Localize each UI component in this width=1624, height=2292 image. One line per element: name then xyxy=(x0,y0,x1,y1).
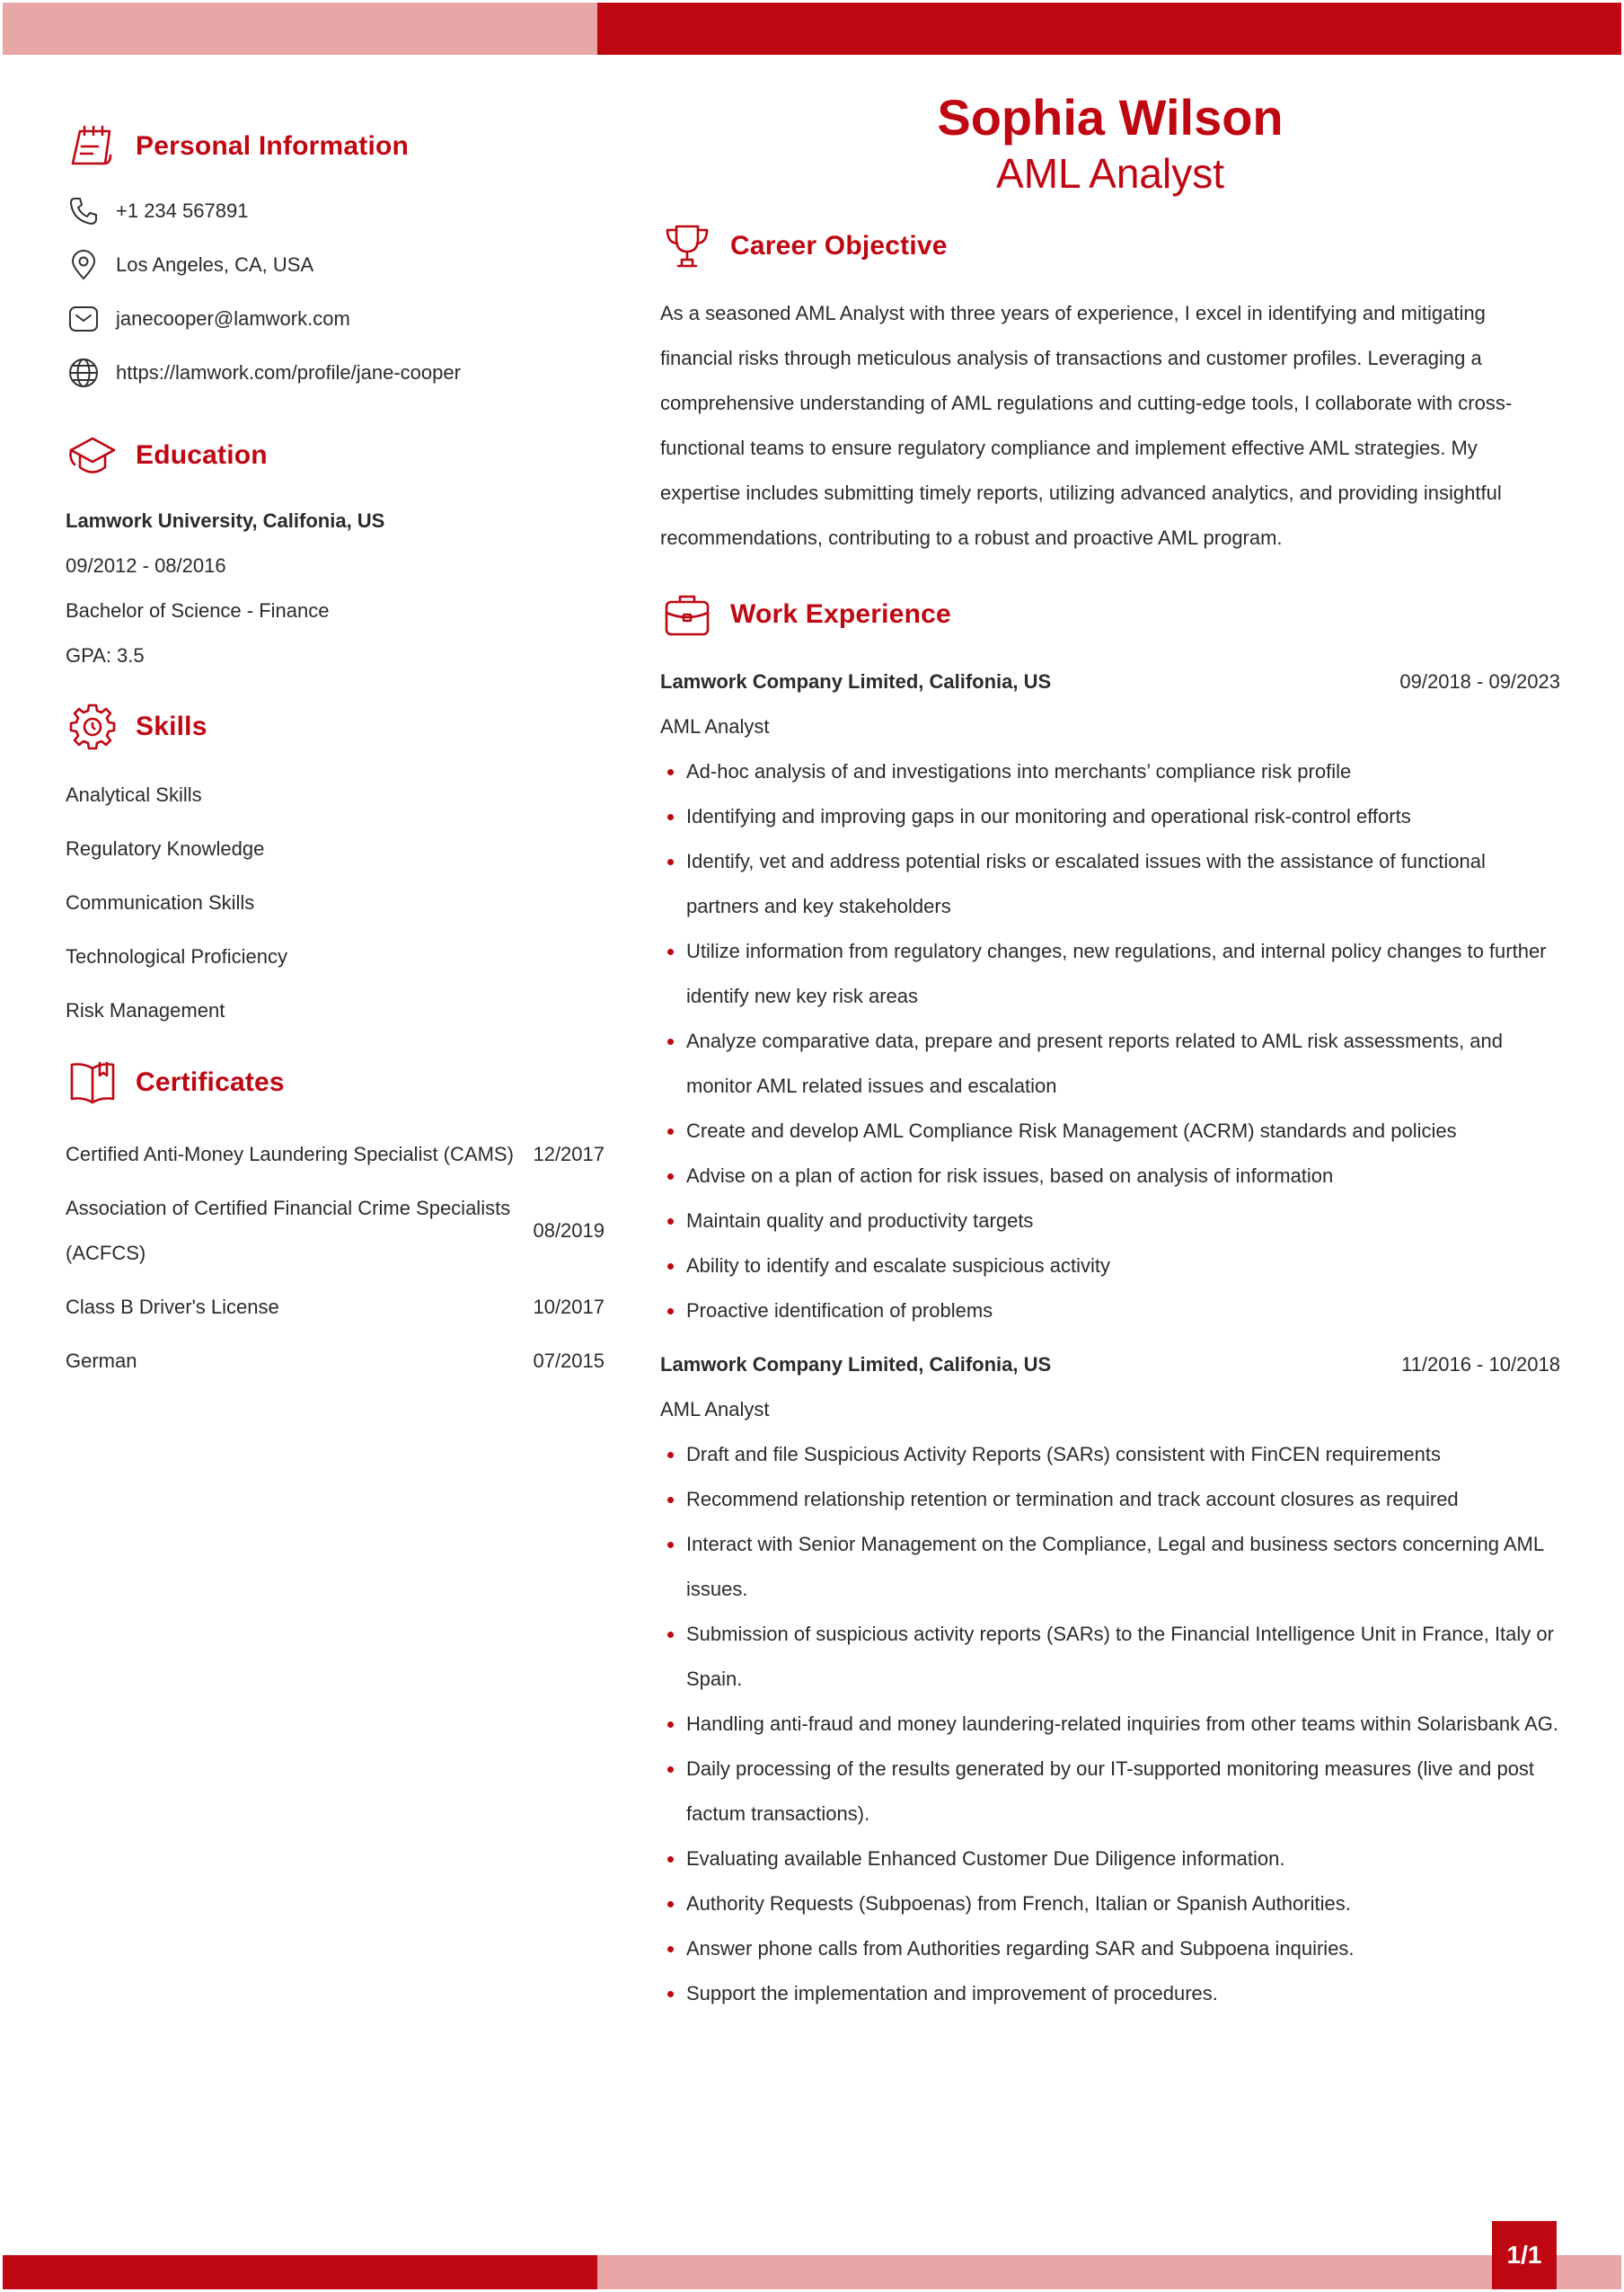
job-bullets xyxy=(660,749,1560,1333)
job-bullet: Analyze comparative data, prepare and present reports related to AML risk assessments, and monitor AML related issues and escalation xyxy=(660,1019,1560,1109)
location-text: Los Angeles, CA, USA xyxy=(116,253,314,276)
job-company: Lamwork Company Limited, Califonia, US xyxy=(660,1353,1052,1376)
personal-info-heading: Personal Information xyxy=(136,131,410,161)
certificates-header xyxy=(66,1056,605,1110)
job-bullet: Submission of suspicious activity reports (SARs) to the Financial Intelligence Unit in France, Italy or Spain. xyxy=(660,1612,1560,1702)
education-gpa: GPA: 3.5 xyxy=(66,644,145,667)
certificates-heading: Certificates xyxy=(136,1067,285,1097)
skill-item: Technological Proficiency xyxy=(66,945,288,968)
skill-item: Risk Management xyxy=(66,999,225,1022)
job-bullet: Support the implementation and improvement of procedures. xyxy=(660,1971,1560,2016)
job-title: AML Analyst xyxy=(660,1398,770,1420)
location-pin-icon xyxy=(66,247,102,283)
job-bullet: Answer phone calls from Authorities regarding SAR and Subpoena inquiries. xyxy=(660,1926,1560,1971)
certificate-row xyxy=(66,1128,605,1181)
email-link[interactable]: janecooper@lamwork.com xyxy=(116,307,350,330)
certificate-row xyxy=(66,1280,605,1334)
certificate-row xyxy=(66,1181,605,1280)
job-title: AML Analyst xyxy=(660,715,770,738)
bottom-bar-light xyxy=(597,2255,1621,2289)
job-bullet: Utilize information from regulatory changes, new regulations, and internal policy changes to further identify new key risk areas xyxy=(660,929,1560,1019)
education-header xyxy=(66,429,605,482)
certificate-date: 08/2019 xyxy=(533,1219,605,1242)
job-bullet: Evaluating available Enhanced Customer Due Diligence information. xyxy=(660,1836,1560,1881)
website-link[interactable]: https://lamwork.com/profile/jane-cooper xyxy=(116,361,461,384)
job-bullet: Authority Requests (Subpoenas) from French, Italian or Spanish Authorities. xyxy=(660,1881,1560,1926)
top-bar-light xyxy=(3,3,597,55)
phone-row xyxy=(66,184,605,238)
briefcase-icon xyxy=(660,588,714,642)
top-bar-dark xyxy=(597,3,1621,55)
work-experience-header xyxy=(660,588,1560,642)
email-row xyxy=(66,292,605,346)
phone-text: +1 234 567891 xyxy=(116,199,249,222)
page-number-badge: 1/1 xyxy=(1492,2221,1557,2289)
gear-icon xyxy=(66,700,119,754)
certificate-row xyxy=(66,1334,605,1388)
certificate-name: Class B Driver's License xyxy=(66,1296,279,1318)
job-bullet: Advise on a plan of action for risk issues, based on analysis of information xyxy=(660,1154,1560,1199)
career-objective-header xyxy=(660,219,1560,273)
certificate-date: 12/2017 xyxy=(533,1143,605,1165)
job-dates: 09/2018 - 09/2023 xyxy=(1399,670,1560,693)
resume-page xyxy=(3,3,1621,2289)
job-company: Lamwork Company Limited, Califonia, US xyxy=(660,670,1052,693)
job-dates: 11/2016 - 10/2018 xyxy=(1401,1353,1560,1376)
job-bullet: Maintain quality and productivity targets xyxy=(660,1199,1560,1243)
personal-info-header xyxy=(66,119,605,173)
job-bullet: Recommend relationship retention or termination and track account closures as required xyxy=(660,1477,1560,1522)
certificate-date: 10/2017 xyxy=(533,1296,605,1318)
job-bullet: Ad-hoc analysis of and investigations into merchants’ compliance risk profile xyxy=(660,749,1560,794)
job-header xyxy=(660,659,1560,704)
job-bullet: Proactive identification of problems xyxy=(660,1288,1560,1333)
right-column xyxy=(660,88,1560,2016)
mail-icon xyxy=(66,301,102,337)
skills-header xyxy=(66,700,605,754)
left-column xyxy=(66,119,605,1388)
education-degree: Bachelor of Science - Finance xyxy=(66,599,330,622)
certificate-name: Certified Anti-Money Laundering Specialist (CAMS) xyxy=(66,1143,514,1165)
calendar-note-icon xyxy=(66,119,119,173)
education-school: Lamwork University, Califonia, US xyxy=(66,509,385,532)
book-icon xyxy=(66,1056,119,1110)
phone-icon xyxy=(66,193,102,229)
job-bullets xyxy=(660,1432,1560,2016)
skill-item: Analytical Skills xyxy=(66,783,202,806)
certificate-name: Association of Certified Financial Crime Specialists (ACFCS) xyxy=(66,1197,511,1264)
job-bullet: Identifying and improving gaps in our monitoring and operational risk-control efforts xyxy=(660,794,1560,839)
trophy-icon xyxy=(660,219,714,273)
location-row xyxy=(66,238,605,292)
certificate-date: 07/2015 xyxy=(533,1350,605,1372)
education-dates: 09/2012 - 08/2016 xyxy=(66,554,226,577)
skill-item: Communication Skills xyxy=(66,891,255,914)
job-bullet: Ability to identify and escalate suspicious activity xyxy=(660,1243,1560,1288)
candidate-title: AML Analyst xyxy=(996,150,1224,197)
website-row xyxy=(66,346,605,400)
job-bullet: Handling anti-fraud and money laundering-related inquiries from other teams within Solarisbank AG. xyxy=(660,1702,1560,1747)
certificate-name: German xyxy=(66,1350,137,1372)
education-heading: Education xyxy=(136,440,268,470)
job-bullet: Draft and file Suspicious Activity Reports (SARs) consistent with FinCEN requirements xyxy=(660,1432,1560,1477)
candidate-name: Sophia Wilson xyxy=(937,89,1284,146)
job-bullet: Interact with Senior Management on the Compliance, Legal and business sectors concerning AML issues. xyxy=(660,1522,1560,1612)
job-header xyxy=(660,1342,1560,1387)
graduation-cap-icon xyxy=(66,429,119,482)
career-objective-heading: Career Objective xyxy=(730,231,948,261)
skills-heading: Skills xyxy=(136,712,207,741)
job-bullet: Create and develop AML Compliance Risk Management (ACRM) standards and policies xyxy=(660,1109,1560,1154)
career-objective-text: As a seasoned AML Analyst with three years of experience, I excel in identifying and mitigating financial risks through meticulous analysis of transactions and customer profiles. Leveraging a comprehensive understanding of AML regulations and cutting-edge tools, I collaborate with cross-functional teams to ensure regulatory compliance and implement effective AML strategies. My expertise includes submitting timely reports, utilizing advanced analytics, and providing insightful recommendations, contributing to a robust and proactive AML program. xyxy=(660,302,1513,549)
bottom-bar-dark xyxy=(3,2255,597,2289)
globe-icon xyxy=(66,355,102,391)
skill-item: Regulatory Knowledge xyxy=(66,837,265,860)
job-bullet: Identify, vet and address potential risks or escalated issues with the assistance of functional partners and key stakeholders xyxy=(660,839,1560,929)
job-bullet: Daily processing of the results generated by our IT-supported monitoring measures (live and post factum transactions). xyxy=(660,1747,1560,1836)
work-experience-heading: Work Experience xyxy=(730,599,951,629)
